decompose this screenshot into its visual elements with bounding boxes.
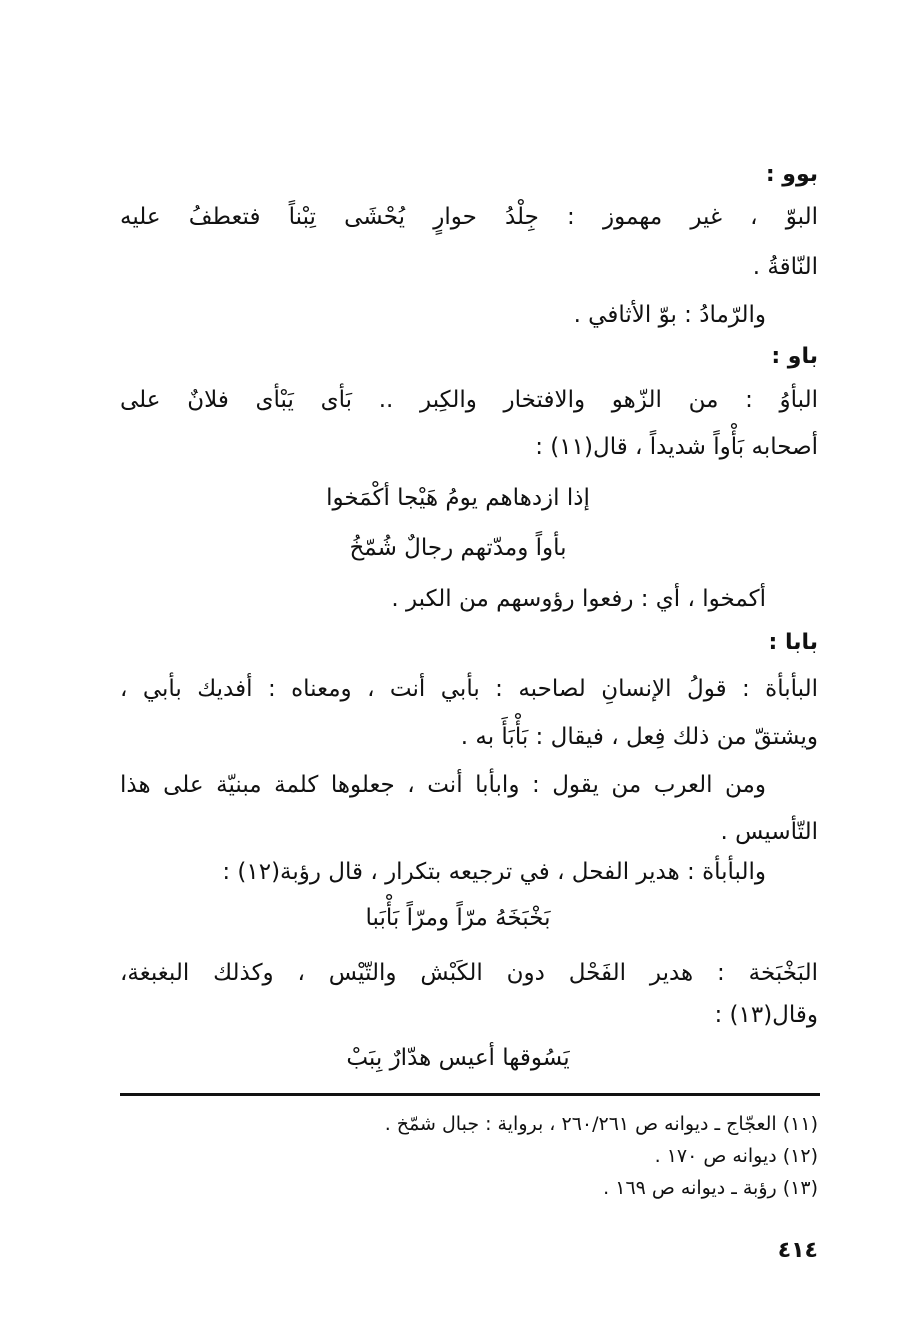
text-line: والبأبأة : هدير الفحل ، في ترجيعه بتكرار ، قال رؤبة(١٢) :: [222, 859, 766, 885]
text-line: وقال(١٣) :: [714, 1002, 818, 1028]
poetry-verse: إذا ازدهاهم يومُ هَيْجا أكْمَخوا: [326, 485, 590, 511]
text-line: البأوُ : من الزّهو والافتخار والكِبر .. بَأى يَبْأى فلانٌ على: [120, 387, 818, 413]
entry-heading-baba: بابا :: [768, 630, 818, 655]
text-line: ومن العرب من يقول : وابأبا أنت ، جعلوها كلمة مبنيّة على هذا: [120, 772, 766, 798]
text-line: أكمخوا ، أي : رفعوا رؤوسهم من الكبر .: [391, 586, 766, 612]
text-line: والرّمادُ : بوّ الأثافي .: [573, 302, 766, 328]
text-line: أصحابه بَأْواً شديداً ، قال(١١) :: [535, 434, 818, 460]
entry-heading-bww: بوو :: [765, 162, 818, 187]
text-line: البَخْبَخة : هدير الفَحْل دون الكَبْش والتّيْس ، وكذلك البغبغة،: [120, 960, 818, 986]
footnote-divider: [120, 1093, 820, 1096]
footnote: (١٢) ديوانه ص ١٧٠ .: [654, 1145, 818, 1167]
text-line: البأبأة : قولُ الإنسانِ لصاحبه : بأبي أنت ، ومعناه : أفديك بأبي ،: [120, 676, 818, 702]
poetry-verse: بَخْبَخَهُ مرّاً ومرّاً بَأْبَبا: [365, 905, 551, 931]
footnote: (١١) العجّاج ـ ديوانه ص ٢٦٠/٢٦١ ، برواية : جبال شمّخ .: [384, 1113, 818, 1135]
entry-heading-baw: باو :: [771, 344, 818, 369]
page-number: ٤١٤: [777, 1238, 818, 1263]
text-line: البوّ ، غير مهموز : جِلْدُ حوارٍ يُحْشَى تِبْناً فتعطفُ عليه: [120, 204, 818, 230]
text-line: ويشتقّ من ذلك فِعل ، فيقال : بَأْبَأَ به .: [460, 724, 818, 750]
text-line: النّاقةُ .: [752, 254, 818, 280]
footnote: (١٣) رؤبة ـ ديوانه ص ١٦٩ .: [603, 1177, 818, 1199]
text-line: التّأسيس .: [720, 819, 818, 845]
poetry-verse: يَسُوقها أعيس هدّارٌ بِبَبْ: [346, 1045, 570, 1071]
poetry-verse: بأواً ومدّتهم رجالٌ شُمّخُ: [349, 535, 567, 561]
